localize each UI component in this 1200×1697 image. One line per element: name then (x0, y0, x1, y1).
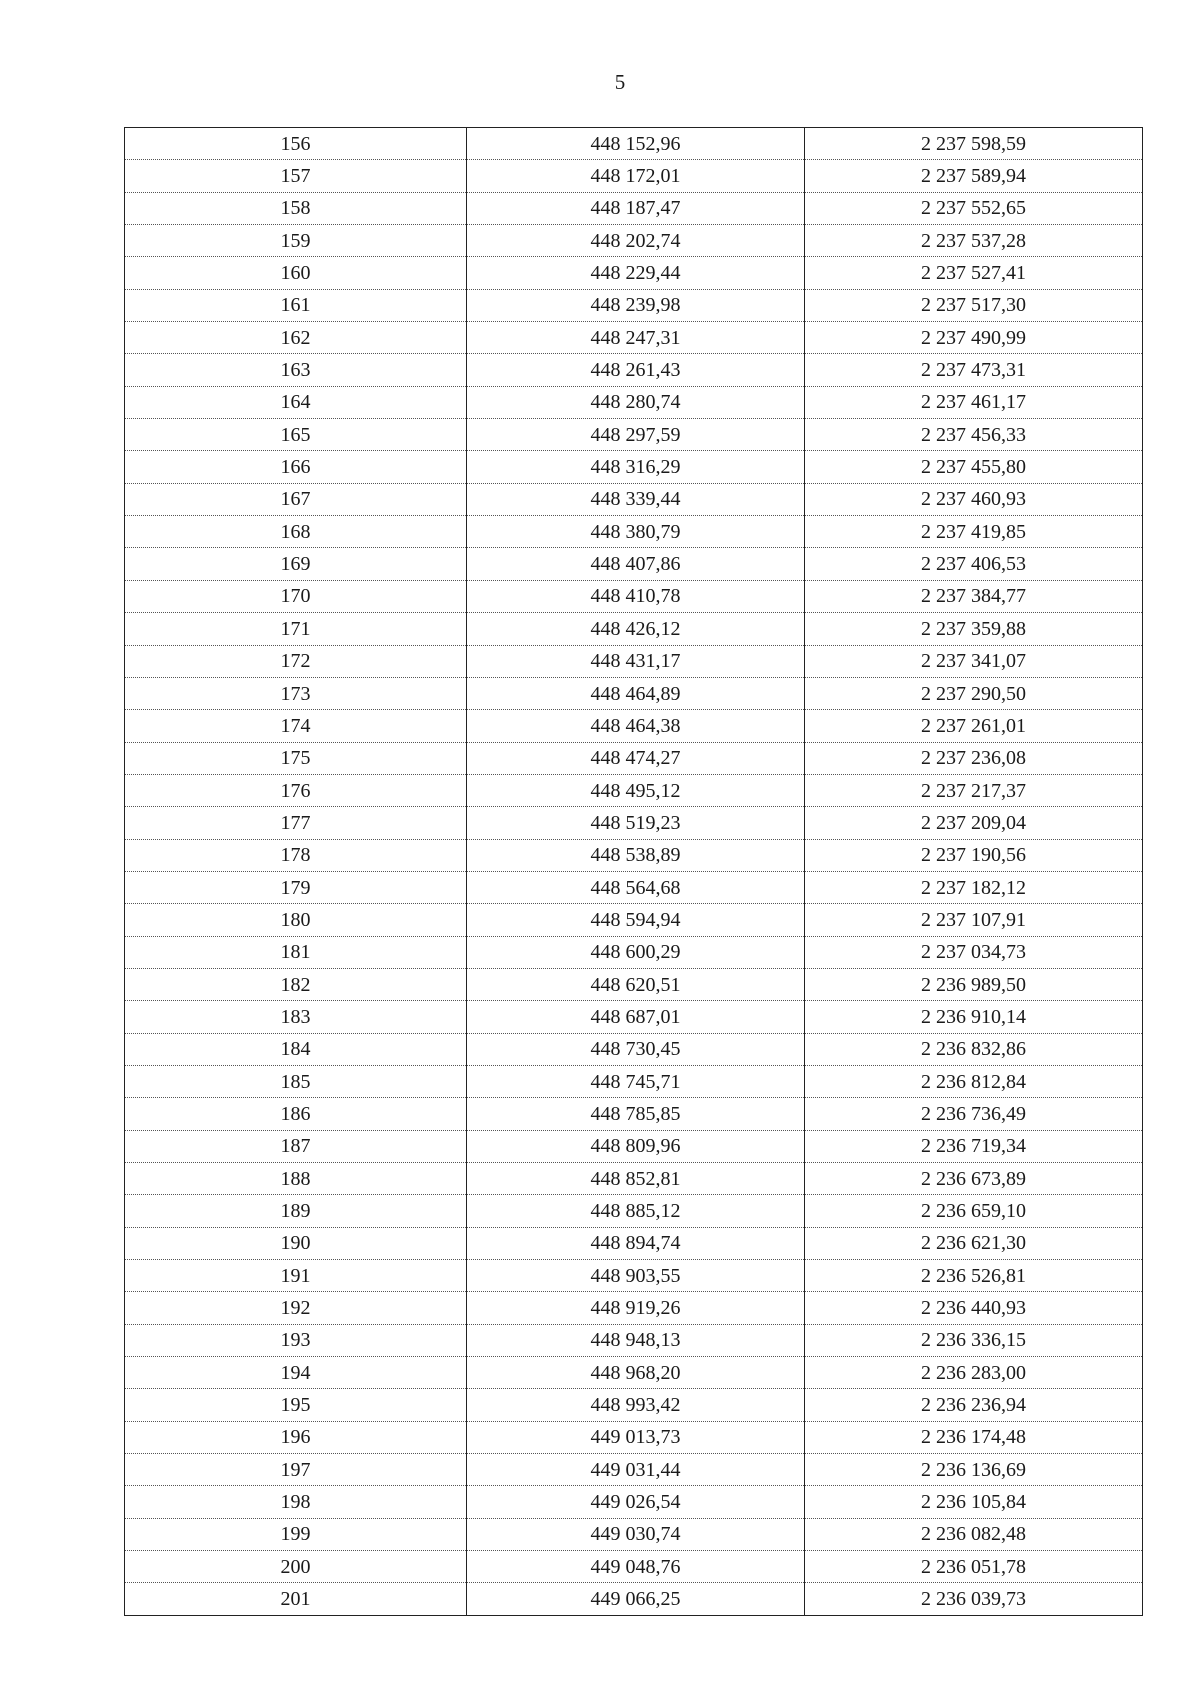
point-number-cell: 162 (125, 322, 467, 354)
x-coordinate-cell: 448 903,55 (467, 1260, 805, 1292)
y-coordinate-cell: 2 237 552,65 (805, 192, 1143, 224)
y-coordinate-cell: 2 236 621,30 (805, 1227, 1143, 1259)
x-coordinate-cell: 448 600,29 (467, 936, 805, 968)
table-row (125, 386, 1143, 418)
table-row (125, 1324, 1143, 1356)
y-coordinate-cell: 2 237 461,17 (805, 386, 1143, 418)
table-row (125, 1033, 1143, 1065)
x-coordinate-cell: 448 426,12 (467, 613, 805, 645)
x-coordinate-cell: 448 152,96 (467, 128, 805, 160)
x-coordinate-cell: 448 968,20 (467, 1357, 805, 1389)
x-coordinate-cell: 449 048,76 (467, 1551, 805, 1583)
y-coordinate-cell: 2 237 384,77 (805, 580, 1143, 612)
y-coordinate-cell: 2 236 283,00 (805, 1357, 1143, 1389)
y-coordinate-cell: 2 236 989,50 (805, 968, 1143, 1000)
table-row (125, 1518, 1143, 1550)
table-row (125, 1065, 1143, 1097)
y-coordinate-cell: 2 236 832,86 (805, 1033, 1143, 1065)
x-coordinate-cell: 449 066,25 (467, 1583, 805, 1615)
table-row (125, 1389, 1143, 1421)
table-row (125, 742, 1143, 774)
y-coordinate-cell: 2 237 527,41 (805, 257, 1143, 289)
x-coordinate-cell: 448 919,26 (467, 1292, 805, 1324)
point-number-cell: 197 (125, 1454, 467, 1486)
point-number-cell: 184 (125, 1033, 467, 1065)
point-number-cell: 200 (125, 1551, 467, 1583)
point-number-cell: 189 (125, 1195, 467, 1227)
point-number-cell: 159 (125, 225, 467, 257)
page-number: 5 (614, 70, 626, 94)
y-coordinate-cell: 2 236 910,14 (805, 1001, 1143, 1033)
y-coordinate-cell: 2 237 290,50 (805, 677, 1143, 709)
y-coordinate-cell: 2 237 598,59 (805, 128, 1143, 160)
table-row (125, 483, 1143, 515)
table-row (125, 451, 1143, 483)
table-row (125, 807, 1143, 839)
x-coordinate-cell: 448 885,12 (467, 1195, 805, 1227)
point-number-cell: 191 (125, 1260, 467, 1292)
y-coordinate-cell: 2 237 455,80 (805, 451, 1143, 483)
table-row (125, 1583, 1143, 1615)
table-row (125, 192, 1143, 224)
table-row (125, 580, 1143, 612)
x-coordinate-cell: 448 785,85 (467, 1098, 805, 1130)
point-number-cell: 196 (125, 1421, 467, 1453)
y-coordinate-cell: 2 237 341,07 (805, 645, 1143, 677)
y-coordinate-cell: 2 236 673,89 (805, 1163, 1143, 1195)
x-coordinate-cell: 448 538,89 (467, 839, 805, 871)
y-coordinate-cell: 2 237 517,30 (805, 289, 1143, 321)
table-row (125, 257, 1143, 289)
x-coordinate-cell: 448 464,89 (467, 677, 805, 709)
point-number-cell: 163 (125, 354, 467, 386)
table-row (125, 322, 1143, 354)
y-coordinate-cell: 2 237 419,85 (805, 516, 1143, 548)
point-number-cell: 199 (125, 1518, 467, 1550)
table-row (125, 1292, 1143, 1324)
y-coordinate-cell: 2 237 537,28 (805, 225, 1143, 257)
y-coordinate-cell: 2 236 719,34 (805, 1130, 1143, 1162)
table-row (125, 1001, 1143, 1033)
point-number-cell: 172 (125, 645, 467, 677)
table-row (125, 419, 1143, 451)
point-number-cell: 187 (125, 1130, 467, 1162)
y-coordinate-cell: 2 236 526,81 (805, 1260, 1143, 1292)
point-number-cell: 186 (125, 1098, 467, 1130)
x-coordinate-cell: 448 519,23 (467, 807, 805, 839)
point-number-cell: 167 (125, 483, 467, 515)
y-coordinate-cell: 2 237 359,88 (805, 613, 1143, 645)
y-coordinate-cell: 2 237 473,31 (805, 354, 1143, 386)
x-coordinate-cell: 449 026,54 (467, 1486, 805, 1518)
point-number-cell: 185 (125, 1065, 467, 1097)
x-coordinate-cell: 448 730,45 (467, 1033, 805, 1065)
x-coordinate-cell: 448 239,98 (467, 289, 805, 321)
y-coordinate-cell: 2 236 736,49 (805, 1098, 1143, 1130)
table-row (125, 516, 1143, 548)
table-row (125, 1163, 1143, 1195)
y-coordinate-cell: 2 236 039,73 (805, 1583, 1143, 1615)
x-coordinate-cell: 448 852,81 (467, 1163, 805, 1195)
x-coordinate-cell: 448 620,51 (467, 968, 805, 1000)
point-number-cell: 173 (125, 677, 467, 709)
table-row (125, 1454, 1143, 1486)
x-coordinate-cell: 448 202,74 (467, 225, 805, 257)
table-row (125, 160, 1143, 192)
point-number-cell: 192 (125, 1292, 467, 1324)
point-number-cell: 170 (125, 580, 467, 612)
y-coordinate-cell: 2 236 051,78 (805, 1551, 1143, 1583)
table-row (125, 1260, 1143, 1292)
x-coordinate-cell: 448 809,96 (467, 1130, 805, 1162)
y-coordinate-cell: 2 236 440,93 (805, 1292, 1143, 1324)
x-coordinate-cell: 448 280,74 (467, 386, 805, 418)
coordinates-table-body (125, 128, 1143, 1616)
point-number-cell: 181 (125, 936, 467, 968)
point-number-cell: 171 (125, 613, 467, 645)
table-row (125, 1357, 1143, 1389)
point-number-cell: 188 (125, 1163, 467, 1195)
x-coordinate-cell: 448 261,43 (467, 354, 805, 386)
table-row (125, 968, 1143, 1000)
point-number-cell: 168 (125, 516, 467, 548)
y-coordinate-cell: 2 237 456,33 (805, 419, 1143, 451)
y-coordinate-cell: 2 236 105,84 (805, 1486, 1143, 1518)
point-number-cell: 166 (125, 451, 467, 483)
y-coordinate-cell: 2 237 217,37 (805, 774, 1143, 806)
x-coordinate-cell: 448 745,71 (467, 1065, 805, 1097)
point-number-cell: 190 (125, 1227, 467, 1259)
table-row (125, 128, 1143, 160)
x-coordinate-cell: 449 030,74 (467, 1518, 805, 1550)
y-coordinate-cell: 2 237 460,93 (805, 483, 1143, 515)
y-coordinate-cell: 2 236 136,69 (805, 1454, 1143, 1486)
x-coordinate-cell: 448 316,29 (467, 451, 805, 483)
table-row (125, 904, 1143, 936)
table-row (125, 1130, 1143, 1162)
y-coordinate-cell: 2 237 490,99 (805, 322, 1143, 354)
y-coordinate-cell: 2 237 209,04 (805, 807, 1143, 839)
x-coordinate-cell: 448 229,44 (467, 257, 805, 289)
y-coordinate-cell: 2 236 659,10 (805, 1195, 1143, 1227)
x-coordinate-cell: 448 687,01 (467, 1001, 805, 1033)
point-number-cell: 194 (125, 1357, 467, 1389)
table-row (125, 645, 1143, 677)
y-coordinate-cell: 2 237 589,94 (805, 160, 1143, 192)
y-coordinate-cell: 2 236 236,94 (805, 1389, 1143, 1421)
x-coordinate-cell: 448 380,79 (467, 516, 805, 548)
table-row (125, 774, 1143, 806)
point-number-cell: 179 (125, 871, 467, 903)
table-row (125, 677, 1143, 709)
y-coordinate-cell: 2 237 261,01 (805, 710, 1143, 742)
x-coordinate-cell: 448 594,94 (467, 904, 805, 936)
point-number-cell: 169 (125, 548, 467, 580)
x-coordinate-cell: 448 410,78 (467, 580, 805, 612)
point-number-cell: 157 (125, 160, 467, 192)
x-coordinate-cell: 448 407,86 (467, 548, 805, 580)
table-row (125, 548, 1143, 580)
table-row (125, 936, 1143, 968)
table-row (125, 289, 1143, 321)
x-coordinate-cell: 448 464,38 (467, 710, 805, 742)
table-row (125, 354, 1143, 386)
x-coordinate-cell: 448 297,59 (467, 419, 805, 451)
point-number-cell: 160 (125, 257, 467, 289)
y-coordinate-cell: 2 237 107,91 (805, 904, 1143, 936)
x-coordinate-cell: 448 339,44 (467, 483, 805, 515)
coordinates-table (124, 127, 1143, 1616)
y-coordinate-cell: 2 236 812,84 (805, 1065, 1143, 1097)
table-row (125, 710, 1143, 742)
y-coordinate-cell: 2 236 174,48 (805, 1421, 1143, 1453)
table-row (125, 1195, 1143, 1227)
table-row (125, 871, 1143, 903)
point-number-cell: 193 (125, 1324, 467, 1356)
point-number-cell: 164 (125, 386, 467, 418)
x-coordinate-cell: 449 031,44 (467, 1454, 805, 1486)
y-coordinate-cell: 2 237 406,53 (805, 548, 1143, 580)
table-row (125, 839, 1143, 871)
point-number-cell: 183 (125, 1001, 467, 1033)
point-number-cell: 175 (125, 742, 467, 774)
point-number-cell: 182 (125, 968, 467, 1000)
point-number-cell: 156 (125, 128, 467, 160)
x-coordinate-cell: 448 993,42 (467, 1389, 805, 1421)
x-coordinate-cell: 448 495,12 (467, 774, 805, 806)
point-number-cell: 165 (125, 419, 467, 451)
point-number-cell: 177 (125, 807, 467, 839)
table-row (125, 1486, 1143, 1518)
table-row (125, 1227, 1143, 1259)
point-number-cell: 161 (125, 289, 467, 321)
x-coordinate-cell: 448 431,17 (467, 645, 805, 677)
point-number-cell: 195 (125, 1389, 467, 1421)
x-coordinate-cell: 448 187,47 (467, 192, 805, 224)
table-row (125, 1551, 1143, 1583)
x-coordinate-cell: 448 247,31 (467, 322, 805, 354)
x-coordinate-cell: 448 172,01 (467, 160, 805, 192)
table-row (125, 613, 1143, 645)
table-row (125, 1421, 1143, 1453)
point-number-cell: 180 (125, 904, 467, 936)
x-coordinate-cell: 449 013,73 (467, 1421, 805, 1453)
x-coordinate-cell: 448 894,74 (467, 1227, 805, 1259)
y-coordinate-cell: 2 237 236,08 (805, 742, 1143, 774)
y-coordinate-cell: 2 237 190,56 (805, 839, 1143, 871)
point-number-cell: 158 (125, 192, 467, 224)
point-number-cell: 174 (125, 710, 467, 742)
x-coordinate-cell: 448 474,27 (467, 742, 805, 774)
point-number-cell: 176 (125, 774, 467, 806)
table-row (125, 225, 1143, 257)
table-row (125, 1098, 1143, 1130)
y-coordinate-cell: 2 237 034,73 (805, 936, 1143, 968)
x-coordinate-cell: 448 948,13 (467, 1324, 805, 1356)
y-coordinate-cell: 2 237 182,12 (805, 871, 1143, 903)
y-coordinate-cell: 2 236 082,48 (805, 1518, 1143, 1550)
point-number-cell: 198 (125, 1486, 467, 1518)
x-coordinate-cell: 448 564,68 (467, 871, 805, 903)
y-coordinate-cell: 2 236 336,15 (805, 1324, 1143, 1356)
point-number-cell: 201 (125, 1583, 467, 1615)
point-number-cell: 178 (125, 839, 467, 871)
